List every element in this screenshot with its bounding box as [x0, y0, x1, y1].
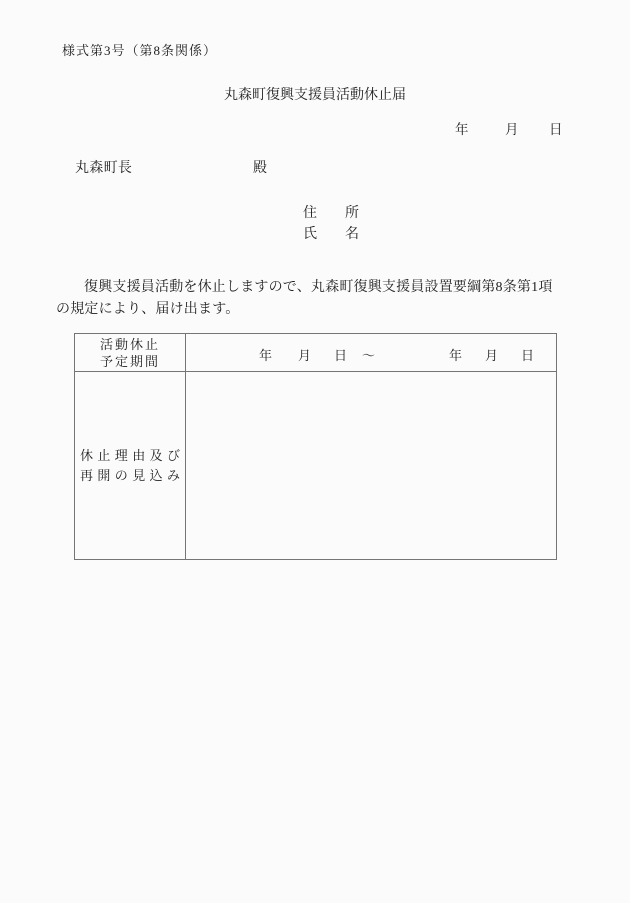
period-value-cell: [186, 334, 556, 372]
period-start-day-label: 日: [334, 348, 348, 363]
reason-header-cell: [75, 372, 186, 559]
sender-address-label: 住 所: [303, 206, 359, 221]
period-end-year-label: 年: [449, 348, 463, 363]
period-end-month-label: 月: [485, 348, 499, 363]
suspension-table: [74, 333, 557, 560]
document-title: 丸森町復興支援員活動休止届: [224, 88, 406, 103]
period-header-line1: 活動休止: [99, 337, 160, 352]
reason-value-cell: [186, 372, 556, 559]
date-day-label: 日: [549, 122, 563, 137]
body-paragraph: [56, 277, 572, 320]
period-start-month-label: 月: [298, 348, 312, 363]
period-header-cell: [75, 334, 186, 372]
sender-name-label: 氏 名: [303, 227, 359, 242]
form-number: 様式第3号（第8条関係）: [62, 43, 218, 58]
date-month-label: 月: [505, 122, 519, 137]
period-tilde: ～: [362, 348, 376, 363]
reason-header-line1: 休止理由及び: [80, 447, 180, 463]
addressee-honorific: 殿: [253, 161, 267, 176]
body-paragraph-line1: 復興支援員活動を休止しますので、丸森町復興支援員設置要綱第8条第1項: [84, 280, 553, 295]
body-paragraph-line2: の規定により、届け出ます。: [56, 301, 240, 317]
reason-header-line2: 再開の見込み: [80, 467, 180, 483]
period-end-day-label: 日: [521, 348, 535, 363]
addressee-name: 丸森町長: [75, 161, 133, 176]
period-header-line2: 予定期間: [99, 354, 160, 369]
period-start-year-label: 年: [259, 348, 273, 363]
date-year-label: 年: [455, 122, 469, 137]
